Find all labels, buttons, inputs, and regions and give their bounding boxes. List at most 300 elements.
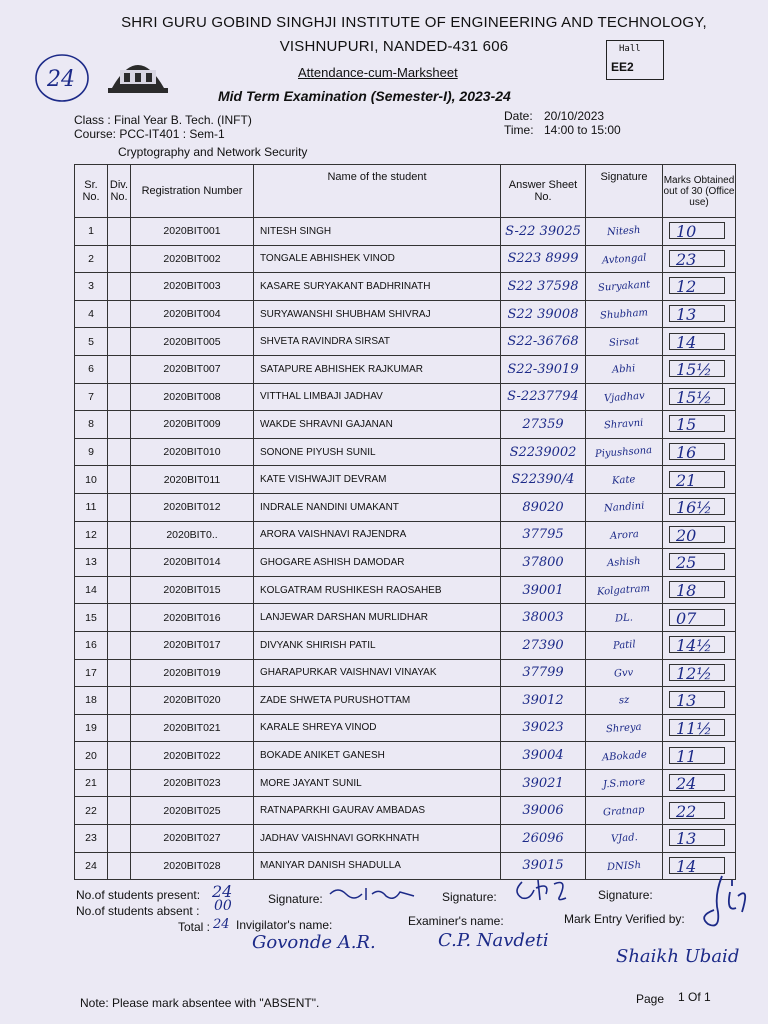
row-sr-number: 21 — [75, 769, 108, 797]
row-div-number — [108, 852, 131, 880]
row-answer-sheet-number: 37795 — [522, 527, 564, 543]
row-marks-cell — [663, 742, 736, 770]
row-student-name: VITTHAL LIMBAJI JADHAV — [254, 383, 501, 411]
row-signature: Shreya — [605, 721, 643, 736]
hall-value: EE2 — [611, 60, 634, 74]
row-answer-sheet-cell — [501, 659, 586, 687]
row-signature: Gvv — [613, 667, 635, 680]
row-div-number — [108, 383, 131, 411]
row-marks-cell — [663, 411, 736, 439]
subject-line: Cryptography and Network Security — [118, 145, 308, 159]
row-sr-number: 19 — [75, 714, 108, 742]
row-answer-sheet-cell — [501, 411, 586, 439]
row-signature-cell — [586, 273, 663, 301]
row-registration-number: 2020BIT023 — [131, 769, 254, 797]
row-registration-number: 2020BIT0.. — [131, 521, 254, 549]
row-answer-sheet-number: 39004 — [522, 748, 564, 764]
row-answer-sheet-cell — [501, 438, 586, 466]
row-signature: ABokade — [601, 749, 647, 764]
page-mark-number: 24 — [47, 67, 75, 92]
row-answer-sheet-number: S223 8999 — [507, 251, 579, 267]
row-marks-cell — [663, 769, 736, 797]
table-row — [75, 631, 736, 659]
row-answer-sheet-number: 26096 — [522, 830, 564, 846]
invigilator-name: Govonde A.R. — [252, 932, 376, 953]
row-student-name: BOKADE ANIKET GANESH — [254, 742, 501, 770]
row-marks-cell — [663, 659, 736, 687]
row-answer-sheet-cell — [501, 355, 586, 383]
row-answer-sheet-cell — [501, 631, 586, 659]
row-marks-cell — [663, 797, 736, 825]
row-marks: 20 — [669, 526, 725, 543]
col-reg: Registration Number — [131, 165, 254, 218]
row-div-number — [108, 411, 131, 439]
table-row — [75, 328, 736, 356]
table-row — [75, 411, 736, 439]
row-marks-cell — [663, 438, 736, 466]
row-answer-sheet-number: 27390 — [522, 637, 564, 653]
row-answer-sheet-cell — [501, 521, 586, 549]
row-registration-number: 2020BIT001 — [131, 218, 254, 246]
row-answer-sheet-number: 27359 — [522, 416, 564, 432]
table-row — [75, 218, 736, 246]
row-marks: 14½ — [669, 636, 725, 653]
row-marks: 13 — [669, 305, 725, 322]
row-signature-cell — [586, 659, 663, 687]
row-signature: Piyushsona — [595, 445, 653, 461]
row-answer-sheet-number: S-2237794 — [507, 389, 579, 405]
row-signature-cell — [586, 438, 663, 466]
verifier-name: Shaikh Ubaid — [616, 946, 740, 967]
table-row — [75, 576, 736, 604]
table-row — [75, 300, 736, 328]
table-row — [75, 438, 736, 466]
row-marks: 07 — [669, 609, 725, 626]
row-student-name: MANIYAR DANISH SHADULLA — [254, 852, 501, 880]
row-signature: Kate — [611, 473, 637, 487]
row-signature-cell — [586, 576, 663, 604]
row-sr-number: 5 — [75, 328, 108, 356]
row-div-number — [108, 493, 131, 521]
row-div-number — [108, 714, 131, 742]
row-div-number — [108, 438, 131, 466]
row-div-number — [108, 659, 131, 687]
row-registration-number: 2020BIT014 — [131, 549, 254, 577]
row-signature: Abhi — [612, 363, 636, 377]
row-answer-sheet-number: 39006 — [522, 803, 564, 819]
row-div-number — [108, 797, 131, 825]
row-sr-number: 10 — [75, 466, 108, 494]
row-student-name: SONONE PIYUSH SUNIL — [254, 438, 501, 466]
table-row — [75, 521, 736, 549]
row-signature-cell — [586, 383, 663, 411]
verifier-signature — [692, 872, 752, 934]
row-marks-cell — [663, 714, 736, 742]
row-sr-number: 14 — [75, 576, 108, 604]
row-registration-number: 2020BIT016 — [131, 604, 254, 632]
row-marks: 12 — [669, 277, 725, 294]
present-value: 24 — [212, 882, 233, 901]
row-sr-number: 4 — [75, 300, 108, 328]
col-signature: Signature — [586, 165, 663, 218]
row-student-name: KARALE SHREYA VINOD — [254, 714, 501, 742]
row-answer-sheet-number: S22 37598 — [507, 278, 579, 294]
row-div-number — [108, 355, 131, 383]
row-div-number — [108, 604, 131, 632]
institute-name: SHRI GURU GOBIND SINGHJI INSTITUTE OF ENGINEERING AND TECHNOLOGY, — [121, 14, 707, 31]
row-answer-sheet-number: 37799 — [522, 665, 564, 681]
row-marks-cell — [663, 521, 736, 549]
row-answer-sheet-number: 89020 — [522, 499, 564, 515]
table-row — [75, 604, 736, 632]
row-sr-number: 3 — [75, 273, 108, 301]
row-answer-sheet-number: 39021 — [522, 775, 564, 791]
row-marks-cell — [663, 604, 736, 632]
table-row — [75, 466, 736, 494]
row-registration-number: 2020BIT021 — [131, 714, 254, 742]
row-signature-cell — [586, 852, 663, 880]
row-registration-number: 2020BIT022 — [131, 742, 254, 770]
row-marks: 13 — [669, 829, 725, 846]
row-registration-number: 2020BIT003 — [131, 273, 254, 301]
row-student-name: RATNAPARKHI GAURAV AMBADAS — [254, 797, 501, 825]
row-registration-number: 2020BIT007 — [131, 355, 254, 383]
table-row — [75, 769, 736, 797]
row-marks: 16½ — [669, 498, 725, 515]
row-student-name: INDRALE NANDINI UMAKANT — [254, 493, 501, 521]
row-marks: 11½ — [669, 719, 725, 736]
row-student-name: NITESH SINGH — [254, 218, 501, 246]
verifier-signature-label: Signature: — [598, 888, 653, 902]
row-sr-number: 20 — [75, 742, 108, 770]
total-label: Total : — [178, 920, 211, 934]
row-signature-cell — [586, 687, 663, 715]
row-registration-number: 2020BIT009 — [131, 411, 254, 439]
table-row — [75, 355, 736, 383]
row-answer-sheet-cell — [501, 383, 586, 411]
row-signature: Sirsat — [608, 335, 640, 349]
absentee-note: Note: Please mark absentee with "ABSENT". — [80, 996, 320, 1010]
row-student-name: KASARE SURYAKANT BADHRINATH — [254, 273, 501, 301]
row-signature: Suryakant — [597, 279, 651, 295]
institute-address: VISHNUPURI, NANDED-431 606 — [279, 38, 509, 55]
row-signature-cell — [586, 493, 663, 521]
row-signature-cell — [586, 631, 663, 659]
row-answer-sheet-cell — [501, 576, 586, 604]
row-div-number — [108, 273, 131, 301]
row-signature-cell — [586, 328, 663, 356]
row-answer-sheet-cell — [501, 273, 586, 301]
row-marks: 15½ — [669, 388, 725, 405]
row-answer-sheet-cell — [501, 797, 586, 825]
row-sr-number: 9 — [75, 438, 108, 466]
row-answer-sheet-cell — [501, 825, 586, 853]
table-row — [75, 852, 736, 880]
row-answer-sheet-cell — [501, 218, 586, 246]
row-registration-number: 2020BIT004 — [131, 300, 254, 328]
document-type: Attendance-cum-Marksheet — [298, 65, 458, 80]
row-marks-cell — [663, 631, 736, 659]
table-row — [75, 714, 736, 742]
table-row — [75, 659, 736, 687]
row-signature: VJad. — [610, 832, 638, 846]
row-answer-sheet-number: S2239002 — [509, 444, 577, 460]
row-marks: 23 — [669, 250, 725, 267]
row-signature: Gratnap — [602, 804, 646, 819]
row-answer-sheet-cell — [501, 687, 586, 715]
row-answer-sheet-cell — [501, 742, 586, 770]
row-sr-number: 18 — [75, 687, 108, 715]
row-signature-cell — [586, 797, 663, 825]
row-student-name: TONGALE ABHISHEK VINOD — [254, 245, 501, 273]
hall-label: Hall — [619, 44, 641, 54]
examiner-label: Examiner's name: — [408, 914, 504, 928]
row-signature: DL. — [614, 612, 634, 625]
row-marks-cell — [663, 245, 736, 273]
row-registration-number: 2020BIT010 — [131, 438, 254, 466]
row-marks-cell — [663, 549, 736, 577]
row-signature-cell — [586, 521, 663, 549]
row-answer-sheet-cell — [501, 245, 586, 273]
row-answer-sheet-number: 39001 — [522, 582, 564, 598]
row-student-name: MORE JAYANT SUNIL — [254, 769, 501, 797]
row-signature-cell — [586, 466, 663, 494]
row-marks: 24 — [669, 774, 725, 791]
row-div-number — [108, 769, 131, 797]
row-signature-cell — [586, 769, 663, 797]
table-row — [75, 245, 736, 273]
row-marks-cell — [663, 687, 736, 715]
row-signature-cell — [586, 411, 663, 439]
row-div-number — [108, 576, 131, 604]
table-row — [75, 742, 736, 770]
row-sr-number: 12 — [75, 521, 108, 549]
col-answer-sheet: Answer Sheet No. — [501, 165, 586, 218]
row-answer-sheet-cell — [501, 549, 586, 577]
row-answer-sheet-number: S-22 39025 — [505, 223, 581, 239]
row-marks-cell — [663, 383, 736, 411]
page-label: Page — [636, 992, 665, 1006]
row-div-number — [108, 549, 131, 577]
row-div-number — [108, 300, 131, 328]
row-div-number — [108, 521, 131, 549]
row-marks-cell — [663, 576, 736, 604]
row-student-name: GHARAPURKAR VAISHNAVI VINAYAK — [254, 659, 501, 687]
row-signature: Patil — [612, 639, 636, 652]
row-sr-number: 16 — [75, 631, 108, 659]
row-sr-number: 11 — [75, 493, 108, 521]
row-student-name: LANJEWAR DARSHAN MURLIDHAR — [254, 604, 501, 632]
row-marks: 25 — [669, 553, 725, 570]
row-signature: J.S.more — [602, 776, 646, 791]
row-signature: Shubham — [599, 307, 649, 322]
row-student-name: ARORA VAISHNAVI RAJENDRA — [254, 521, 501, 549]
row-div-number — [108, 328, 131, 356]
row-sr-number: 22 — [75, 797, 108, 825]
examiner-signature-label: Signature: — [442, 890, 497, 904]
row-answer-sheet-number: 37800 — [522, 554, 564, 570]
row-div-number — [108, 218, 131, 246]
row-signature: Arora — [609, 528, 639, 542]
invigilator-label: Invigilator's name: — [236, 918, 333, 932]
row-sr-number: 6 — [75, 355, 108, 383]
row-signature: Avtongal — [601, 252, 647, 267]
row-marks-cell — [663, 218, 736, 246]
row-student-name: KATE VISHWAJIT DEVRAM — [254, 466, 501, 494]
table-row — [75, 549, 736, 577]
row-marks-cell — [663, 825, 736, 853]
col-sr: Sr. No. — [75, 165, 108, 218]
row-student-name: SHVETA RAVINDRA SIRSAT — [254, 328, 501, 356]
row-marks: 21 — [669, 471, 725, 488]
row-answer-sheet-cell — [501, 714, 586, 742]
exam-title: Mid Term Examination (Semester-I), 2023-24 — [218, 88, 511, 104]
row-signature: Shravni — [603, 418, 644, 432]
table-header-row — [75, 165, 736, 218]
row-signature-cell — [586, 245, 663, 273]
page-number: 1 Of 1 — [678, 990, 711, 1004]
row-div-number — [108, 825, 131, 853]
row-registration-number: 2020BIT020 — [131, 687, 254, 715]
col-name: Name of the student — [254, 165, 501, 218]
row-registration-number: 2020BIT027 — [131, 825, 254, 853]
absent-label: No.of students absent : — [76, 904, 200, 918]
row-sr-number: 15 — [75, 604, 108, 632]
row-registration-number: 2020BIT028 — [131, 852, 254, 880]
row-marks: 16 — [669, 443, 725, 460]
row-registration-number: 2020BIT011 — [131, 466, 254, 494]
row-answer-sheet-number: S22-39019 — [507, 361, 579, 377]
row-answer-sheet-cell — [501, 328, 586, 356]
row-student-name: SATAPURE ABHISHEK RAJKUMAR — [254, 355, 501, 383]
row-signature-cell — [586, 714, 663, 742]
row-signature: sz — [618, 695, 630, 707]
row-marks-cell — [663, 273, 736, 301]
row-marks-cell — [663, 493, 736, 521]
row-sr-number: 23 — [75, 825, 108, 853]
row-marks: 22 — [669, 802, 725, 819]
row-marks-cell — [663, 328, 736, 356]
row-marks: 12½ — [669, 664, 725, 681]
row-signature: Kolgatram — [597, 583, 651, 598]
row-marks: 11 — [669, 747, 725, 764]
row-marks: 15 — [669, 415, 725, 432]
row-registration-number: 2020BIT025 — [131, 797, 254, 825]
row-signature: Nandini — [603, 500, 645, 515]
time-label: Time: — [504, 123, 534, 137]
row-answer-sheet-number: S22 39008 — [507, 306, 579, 322]
row-answer-sheet-cell — [501, 493, 586, 521]
row-signature-cell — [586, 742, 663, 770]
row-div-number — [108, 742, 131, 770]
row-sr-number: 8 — [75, 411, 108, 439]
total-value: 24 — [213, 917, 230, 932]
row-signature: Ashish — [606, 556, 642, 570]
row-answer-sheet-number: S22-36768 — [507, 334, 579, 350]
row-answer-sheet-cell — [501, 300, 586, 328]
row-student-name: ZADE SHWETA PURUSHOTTAM — [254, 687, 501, 715]
col-marks: Marks Obtained out of 30 (Office use) — [663, 165, 736, 218]
examiner-signature — [510, 876, 580, 904]
row-signature-cell — [586, 218, 663, 246]
row-marks: 15½ — [669, 360, 725, 377]
row-answer-sheet-number: S22390/4 — [511, 472, 575, 488]
row-signature: Nitesh — [606, 225, 642, 239]
row-student-name: JADHAV VAISHNAVI GORKHNATH — [254, 825, 501, 853]
row-answer-sheet-number: 39012 — [522, 692, 564, 708]
table-row — [75, 493, 736, 521]
row-answer-sheet-number: 39015 — [522, 858, 564, 874]
verifier-label: Mark Entry Verified by: — [564, 912, 685, 926]
row-sr-number: 7 — [75, 383, 108, 411]
row-sr-number: 24 — [75, 852, 108, 880]
row-registration-number: 2020BIT008 — [131, 383, 254, 411]
row-student-name: WAKDE SHRAVNI GAJANAN — [254, 411, 501, 439]
table-row — [75, 825, 736, 853]
absent-value: 00 — [214, 898, 232, 914]
present-label: No.of students present: — [76, 888, 201, 902]
row-div-number — [108, 631, 131, 659]
row-div-number — [108, 466, 131, 494]
row-answer-sheet-cell — [501, 769, 586, 797]
course-line: Course: PCC-IT401 : Sem-1 — [74, 127, 225, 141]
table-row — [75, 797, 736, 825]
row-answer-sheet-cell — [501, 466, 586, 494]
table-row — [75, 273, 736, 301]
row-registration-number: 2020BIT017 — [131, 631, 254, 659]
date-value: 20/10/2023 — [544, 109, 605, 123]
row-div-number — [108, 245, 131, 273]
table-row — [75, 687, 736, 715]
attendance-table — [74, 164, 736, 880]
row-marks-cell — [663, 355, 736, 383]
row-marks: 18 — [669, 581, 725, 598]
row-marks: 10 — [669, 222, 725, 239]
row-student-name: GHOGARE ASHISH DAMODAR — [254, 549, 501, 577]
row-sr-number: 17 — [75, 659, 108, 687]
row-signature-cell — [586, 825, 663, 853]
row-answer-sheet-number: 39023 — [522, 720, 564, 736]
class-line: Class : Final Year B. Tech. (INFT) — [74, 113, 252, 127]
row-marks: 13 — [669, 691, 725, 708]
date-label: Date: — [504, 109, 533, 123]
row-signature-cell — [586, 355, 663, 383]
row-student-name: DIVYANK SHIRISH PATIL — [254, 631, 501, 659]
row-answer-sheet-number: 38003 — [522, 610, 564, 626]
circled-page-mark — [33, 52, 91, 104]
col-div: Div. No. — [108, 165, 131, 218]
table-row — [75, 383, 736, 411]
row-marks-cell — [663, 466, 736, 494]
examiner-name: C.P. Navdeti — [438, 930, 549, 951]
row-answer-sheet-cell — [501, 604, 586, 632]
row-sr-number: 13 — [75, 549, 108, 577]
row-student-name: KOLGATRAM RUSHIKESH RAOSAHEB — [254, 576, 501, 604]
row-registration-number: 2020BIT002 — [131, 245, 254, 273]
row-sr-number: 1 — [75, 218, 108, 246]
row-signature: DNISh — [606, 859, 642, 874]
invigilator-signature — [328, 884, 418, 904]
row-div-number — [108, 687, 131, 715]
time-value: 14:00 to 15:00 — [544, 123, 621, 137]
invigilator-signature-label: Signature: — [268, 892, 323, 906]
row-sr-number: 2 — [75, 245, 108, 273]
row-registration-number: 2020BIT015 — [131, 576, 254, 604]
hall-box — [606, 40, 664, 80]
row-registration-number: 2020BIT012 — [131, 493, 254, 521]
row-signature-cell — [586, 549, 663, 577]
row-marks: 14 — [669, 857, 725, 874]
